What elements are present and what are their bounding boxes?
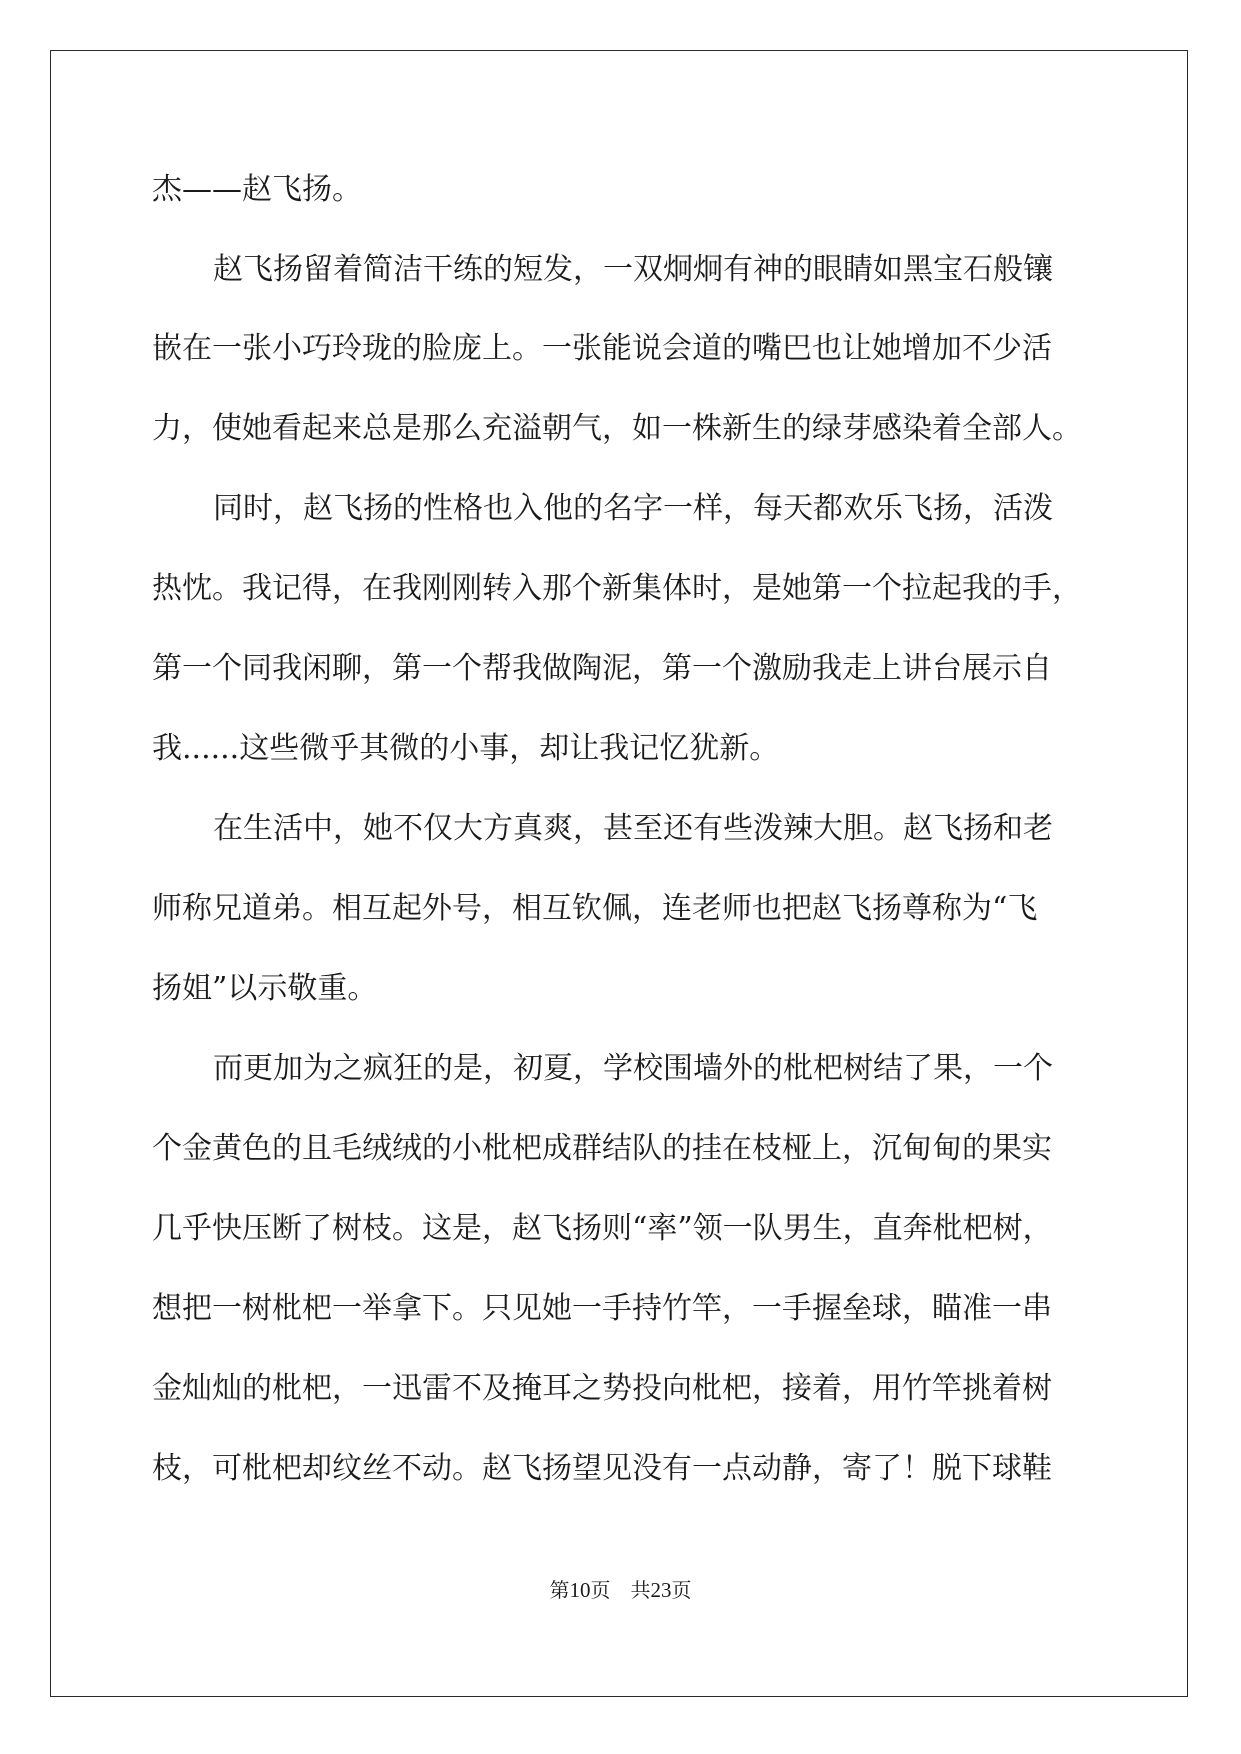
- total-pages-number: 23: [650, 1578, 672, 1602]
- text-line-6: 热忱。我记得，在我刚刚转入那个新集体时，是她第一个拉起我的手，: [152, 571, 1082, 606]
- text-line-17: 枝，可枇杷却纹丝不动。赵飞扬望见没有一点动静，寄了！脱下球鞋: [152, 1451, 1052, 1486]
- current-page-number: 10: [569, 1578, 591, 1602]
- text-line-1: 杰——赵飞扬。: [152, 172, 362, 207]
- text-line-5: 同时，赵飞扬的性格也入他的名字一样，每天都欢乐飞扬，活泼: [213, 491, 1053, 526]
- text-line-9: 在生活中，她不仅大方真爽，甚至还有些泼辣大胆。赵飞扬和老: [213, 811, 1053, 846]
- footer-middle: 页 共: [590, 1578, 651, 1602]
- text-line-7: 第一个同我闲聊，第一个帮我做陶泥，第一个激励我走上讲台展示自: [152, 651, 1052, 686]
- text-line-8: 我......这些微乎其微的小事，却让我记忆犹新。: [152, 731, 780, 766]
- text-line-15: 想把一树枇杷一举拿下。只见她一手持竹竿，一手握垒球，瞄准一串: [152, 1291, 1052, 1326]
- footer-prefix: 第: [549, 1578, 570, 1602]
- text-line-11: 扬姐”以示敬重。: [152, 971, 378, 1006]
- text-line-13: 个金黄色的且毛绒绒的小枇杷成群结队的挂在枝桠上，沉甸甸的果实: [152, 1131, 1052, 1166]
- page-footer: [0, 1574, 1241, 1603]
- text-line-4: 力，使她看起来总是那么充溢朝气，如一株新生的绿芽感染着全部人。: [152, 411, 1082, 446]
- footer-suffix: 页: [671, 1578, 692, 1602]
- text-line-10: 师称兄道弟。相互起外号，相互钦佩，连老师也把赵飞扬尊称为“飞: [152, 891, 1038, 926]
- text-line-2: 赵飞扬留着简洁干练的短发，一双炯炯有神的眼睛如黑宝石般镶: [213, 252, 1053, 287]
- text-line-16: 金灿灿的枇杷，一迅雷不及掩耳之势投向枇杷，接着，用竹竿挑着树: [152, 1371, 1052, 1406]
- text-line-3: 嵌在一张小巧玲珑的脸庞上。一张能说会道的嘴巴也让她增加不少活: [152, 331, 1052, 366]
- text-line-12: 而更加为之疯狂的是，初夏，学校围墙外的枇杷树结了果，一个: [213, 1051, 1053, 1086]
- text-line-14: 几乎快压断了树枝。这是，赵飞扬则“率”领一队男生，直奔枇杷树，: [152, 1211, 1053, 1246]
